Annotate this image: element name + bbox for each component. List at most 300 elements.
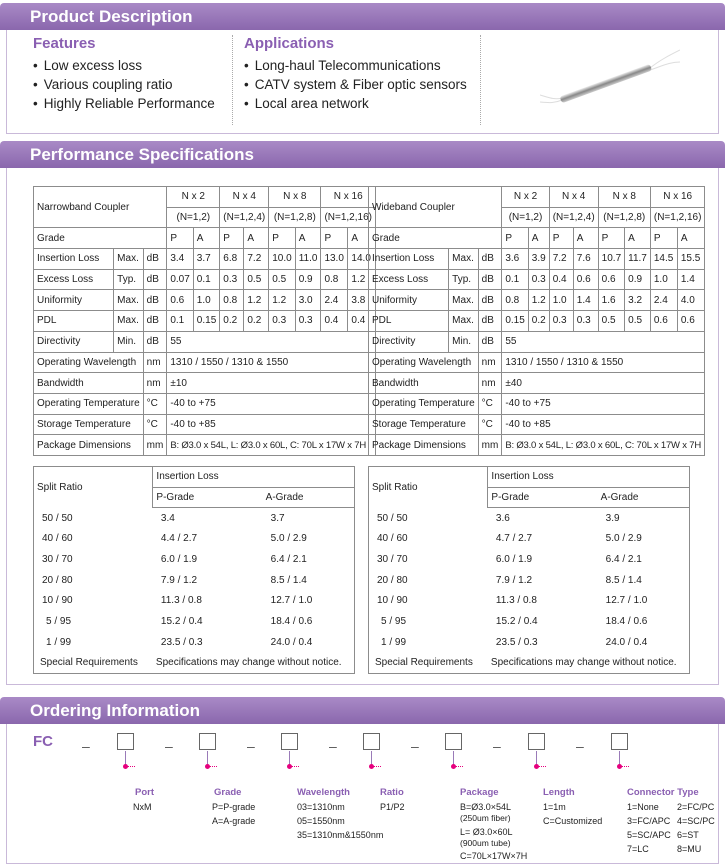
field-label-ratio: Ratio — [380, 787, 404, 798]
table-row — [369, 352, 705, 373]
value-cell: 0.2 — [220, 311, 244, 332]
value-cell: 0.4 — [321, 311, 348, 332]
value-cell: 0.3 — [269, 311, 295, 332]
table-row — [369, 653, 690, 674]
unit: dB — [478, 269, 502, 290]
table-row — [369, 249, 705, 270]
field-value: 1=None — [627, 802, 659, 812]
value-cell: 10.7 — [598, 249, 624, 270]
value-cell: 0.07 — [167, 269, 193, 290]
value-cell: 0.3 — [295, 311, 321, 332]
value-cell: 6.8 — [220, 249, 244, 270]
value-cell: -40 to +75 — [502, 393, 705, 414]
code-box-grade — [199, 733, 216, 750]
row-label: Uniformity — [369, 290, 449, 311]
value-cell: 0.4 — [348, 311, 376, 332]
value-cell: 2.4 — [321, 290, 348, 311]
ratio-cell: 5 / 95 — [381, 616, 407, 628]
divider — [480, 35, 481, 125]
ratio-cell: 1 / 99 — [381, 636, 407, 648]
value-cell: 1.0 — [650, 269, 677, 290]
narrowband-spec-table — [33, 186, 376, 456]
ordering-prefix: FC — [33, 733, 53, 750]
row-label: PDL — [34, 311, 114, 332]
row-label: Bandwidth — [34, 373, 144, 394]
field-label-length: Length — [543, 787, 575, 798]
application-item: • Long-haul Telecommunications — [244, 56, 467, 75]
special-requirements-value: Specifications may change without notice. — [155, 657, 342, 669]
table-row — [34, 570, 355, 591]
split-header: Split Ratio — [372, 481, 418, 493]
a-value: 18.4 / 0.6 — [270, 616, 313, 628]
value-cell: 1.0 — [193, 290, 219, 311]
row-label: Directivity — [369, 331, 449, 352]
value-cell: ±40 — [502, 373, 705, 394]
value-cell: 1310 / 1550 / 1310 & 1550 — [167, 352, 376, 373]
unit: dB — [143, 311, 167, 332]
field-value: 7=LC — [627, 844, 649, 854]
feature-item: • Highly Reliable Performance — [33, 94, 215, 113]
table-row — [369, 373, 705, 394]
p-value: 3.6 — [495, 512, 510, 524]
value-cell: 0.5 — [244, 269, 269, 290]
section-header-performance — [0, 141, 725, 168]
value-cell: 0.4 — [549, 269, 573, 290]
config-ports: (N=1,2,4) — [549, 207, 598, 228]
a-value: 18.4 / 0.6 — [605, 616, 648, 628]
value-cell: -40 to +75 — [167, 393, 376, 414]
value-cell: 11.7 — [625, 249, 651, 270]
grade-cell: A — [295, 228, 321, 249]
ratio-cell: 10 / 90 — [42, 595, 73, 607]
section-title: Performance Specifications — [30, 145, 254, 164]
row-label: Operating Temperature — [34, 393, 144, 414]
unit: nm — [478, 373, 502, 394]
features-title: Features — [33, 35, 96, 52]
field-label-package: Package — [460, 787, 499, 798]
grade-cell: P — [167, 228, 193, 249]
field-value: P1/P2 — [380, 802, 405, 812]
table-row — [34, 290, 376, 311]
table-row — [34, 228, 376, 249]
code-box-port — [117, 733, 134, 750]
value-cell: 0.1 — [167, 311, 193, 332]
config-ports: (N=1,2,8) — [598, 207, 650, 228]
table-row — [34, 591, 355, 612]
row-label: Uniformity — [34, 290, 114, 311]
p-grade-header: P-Grade — [153, 487, 263, 508]
special-requirements-value: Specifications may change without notice. — [490, 657, 677, 669]
value-cell: -40 to +85 — [167, 414, 376, 435]
row-label: Bandwidth — [369, 373, 479, 394]
field-value: C=Customized — [543, 816, 603, 826]
special-requirements-label: Special Requirements — [40, 657, 138, 669]
table-row — [369, 414, 705, 435]
features-list — [33, 56, 215, 113]
ratio-cell: 50 / 50 — [42, 512, 73, 524]
row-label: Storage Temperature — [34, 414, 144, 435]
value-cell: 7.2 — [549, 249, 573, 270]
table-row — [369, 611, 690, 632]
field-value: A=A-grade — [212, 816, 256, 826]
application-item: • Local area network — [244, 94, 467, 113]
table-row — [369, 228, 705, 249]
connector-line — [621, 766, 629, 767]
ratio-cell: 40 / 60 — [377, 533, 408, 545]
a-grade-header: A-Grade — [598, 487, 690, 508]
code-box-wavelength — [281, 733, 298, 750]
value-cell: 10.0 — [269, 249, 295, 270]
ratio-cell: 30 / 70 — [42, 554, 73, 566]
qualifier: Max. — [449, 290, 478, 311]
config-header: N x 4 — [220, 187, 269, 208]
field-value: 5=SC/APC — [627, 830, 671, 840]
row-label: Directivity — [34, 331, 114, 352]
unit: °C — [143, 393, 167, 414]
value-cell: 0.3 — [549, 311, 573, 332]
unit: dB — [478, 249, 502, 270]
table-row — [34, 331, 376, 352]
p-value: 6.0 / 1.9 — [160, 554, 198, 566]
code-box-connector — [611, 733, 628, 750]
section-header-ordering — [0, 697, 725, 724]
field-value: (250um fiber) — [460, 813, 511, 823]
value-cell: 1.6 — [598, 290, 624, 311]
a-value: 8.5 / 1.4 — [605, 574, 642, 586]
table-row — [369, 269, 705, 290]
table-row — [34, 632, 355, 653]
feature-item: • Low excess loss — [33, 56, 215, 75]
table-row — [34, 467, 355, 488]
table-row — [34, 508, 355, 529]
row-label: Operating Temperature — [369, 393, 479, 414]
value-cell: B: Ø3.0 x 54L, L: Ø3.0 x 60L, C: 70L x 17W x 7H — [167, 435, 376, 456]
config-header: N x 16 — [650, 187, 705, 208]
qualifier: Max. — [114, 311, 143, 332]
p-value: 11.3 / 0.8 — [495, 595, 537, 607]
table-row — [369, 591, 690, 612]
ratio-cell: 40 / 60 — [42, 533, 73, 545]
config-ports: (N=1,2) — [502, 207, 549, 228]
dash: – — [493, 738, 501, 754]
field-value: NxM — [133, 802, 152, 812]
table-row — [369, 290, 705, 311]
p-value: 15.2 / 0.4 — [495, 616, 538, 628]
table-row — [369, 508, 690, 529]
p-value: 23.5 / 0.3 — [495, 636, 538, 648]
value-cell: 0.3 — [528, 269, 549, 290]
p-value: 6.0 / 1.9 — [495, 554, 533, 566]
p-value: 7.9 / 1.2 — [160, 574, 198, 586]
value-cell: 0.1 — [502, 269, 528, 290]
value-cell: 0.9 — [625, 269, 651, 290]
ratio-cell: 50 / 50 — [377, 512, 408, 524]
table-row — [369, 570, 690, 591]
unit: dB — [478, 311, 502, 332]
ratio-cell: 20 / 80 — [377, 574, 408, 586]
a-value: 5.0 / 2.9 — [270, 533, 307, 545]
field-value: C=70L×17W×7H — [460, 851, 528, 861]
unit: nm — [478, 352, 502, 373]
value-cell: 0.2 — [244, 311, 269, 332]
grade-cell: P — [220, 228, 244, 249]
value-cell: 14.5 — [650, 249, 677, 270]
field-label-port: Port — [135, 787, 154, 798]
value-cell: 11.0 — [295, 249, 321, 270]
row-label: Operating Wavelength — [369, 352, 479, 373]
table-title: Wideband Coupler — [369, 187, 502, 228]
value-cell: 1.2 — [528, 290, 549, 311]
config-header: N x 2 — [502, 187, 549, 208]
row-label: Package Dimensions — [369, 435, 479, 456]
a-value: 24.0 / 0.4 — [270, 636, 313, 648]
table-row — [369, 393, 705, 414]
qualifier: Min. — [449, 331, 478, 352]
value-cell: 3.6 — [502, 249, 528, 270]
qualifier: Max. — [449, 311, 478, 332]
a-value: 3.7 — [270, 512, 285, 524]
config-header: N x 2 — [167, 187, 220, 208]
grade-cell: P — [650, 228, 677, 249]
row-label: PDL — [369, 311, 449, 332]
config-header: N x 8 — [269, 187, 321, 208]
config-ports: (N=1,2,8) — [269, 207, 321, 228]
application-item: • CATV system & Fiber optic sensors — [244, 75, 467, 94]
value-cell: 3.9 — [528, 249, 549, 270]
row-label: Package Dimensions — [34, 435, 144, 456]
row-label: Excess Loss — [34, 269, 114, 290]
unit: dB — [143, 269, 167, 290]
unit: °C — [478, 393, 502, 414]
value-cell: 0.2 — [528, 311, 549, 332]
value-cell: 0.8 — [220, 290, 244, 311]
wideband-split-table — [368, 466, 690, 674]
value-cell: 3.8 — [348, 290, 376, 311]
p-grade-header: P-Grade — [488, 487, 598, 508]
applications-title: Applications — [244, 35, 335, 52]
value-cell: 3.7 — [193, 249, 219, 270]
unit: mm — [143, 435, 167, 456]
config-header: N x 16 — [321, 187, 376, 208]
field-value: 2=FC/PC — [677, 802, 715, 812]
narrowband-split-table — [33, 466, 355, 674]
grade-cell: P — [549, 228, 573, 249]
a-value: 5.0 / 2.9 — [605, 533, 642, 545]
field-value: 1=1m — [543, 802, 566, 812]
special-requirements-label: Special Requirements — [375, 657, 473, 669]
a-value: 6.4 / 2.1 — [270, 554, 307, 566]
table-row — [34, 611, 355, 632]
applications-list — [244, 56, 467, 113]
a-value: 6.4 / 2.1 — [605, 554, 642, 566]
unit: nm — [143, 373, 167, 394]
unit: °C — [478, 414, 502, 435]
value-cell: 0.3 — [573, 311, 598, 332]
value-cell: 0.5 — [625, 311, 651, 332]
table-row — [369, 331, 705, 352]
config-ports: (N=1,2,16) — [321, 207, 376, 228]
coupler-product-image — [540, 40, 680, 120]
value-cell: 0.3 — [220, 269, 244, 290]
field-value: 4=SC/PC — [677, 816, 715, 826]
value-cell: 3.4 — [167, 249, 193, 270]
value-cell: 0.8 — [502, 290, 528, 311]
table-row — [34, 549, 355, 570]
grade-cell: P — [598, 228, 624, 249]
value-cell: 14.0 — [348, 249, 376, 270]
value-cell: 0.5 — [598, 311, 624, 332]
row-label: Insertion Loss — [369, 249, 449, 270]
ratio-cell: 5 / 95 — [46, 616, 72, 628]
table-row — [34, 352, 376, 373]
value-cell: 1.4 — [573, 290, 598, 311]
dash: – — [82, 738, 90, 754]
table-row — [34, 414, 376, 435]
p-value: 11.3 / 0.8 — [160, 595, 202, 607]
grade-cell: A — [625, 228, 651, 249]
insertion-loss-header: Insertion Loss — [488, 467, 690, 488]
table-row — [34, 373, 376, 394]
grade-cell: P — [269, 228, 295, 249]
feature-item: • Various coupling ratio — [33, 75, 215, 94]
grade-cell: A — [573, 228, 598, 249]
row-label: Operating Wavelength — [34, 352, 144, 373]
code-box-package — [445, 733, 462, 750]
ratio-cell: 30 / 70 — [377, 554, 408, 566]
value-cell: B: Ø3.0 x 54L, L: Ø3.0 x 60L, C: 70L x 17W x 7H — [502, 435, 705, 456]
table-row — [369, 435, 705, 456]
value-cell: 7.2 — [244, 249, 269, 270]
p-value: 4.7 / 2.7 — [495, 533, 533, 545]
dash: – — [329, 738, 337, 754]
table-row — [369, 632, 690, 653]
unit: dB — [143, 290, 167, 311]
p-value: 4.4 / 2.7 — [160, 533, 198, 545]
connector-line — [291, 766, 299, 767]
value-cell: 0.15 — [502, 311, 528, 332]
field-label-connector-type: Connector Type — [627, 787, 699, 798]
value-cell: 0.6 — [167, 290, 193, 311]
dash: – — [576, 738, 584, 754]
qualifier: Max. — [449, 249, 478, 270]
table-row — [34, 311, 376, 332]
connector-line — [373, 766, 381, 767]
table-title: Narrowband Coupler — [34, 187, 167, 228]
qualifier: Max. — [114, 290, 143, 311]
table-row — [369, 187, 705, 208]
p-value: 23.5 / 0.3 — [160, 636, 203, 648]
row-label: Excess Loss — [369, 269, 449, 290]
section-title: Ordering Information — [30, 701, 200, 720]
config-ports: (N=1,2) — [167, 207, 220, 228]
grade-cell: A — [348, 228, 376, 249]
value-cell: 0.9 — [295, 269, 321, 290]
value-cell: 1310 / 1550 / 1310 & 1550 — [502, 352, 705, 373]
a-value: 3.9 — [605, 512, 620, 524]
value-cell: 55 — [502, 331, 705, 352]
table-row — [369, 311, 705, 332]
p-value: 15.2 / 0.4 — [160, 616, 203, 628]
a-value: 8.5 / 1.4 — [270, 574, 307, 586]
value-cell: 0.5 — [269, 269, 295, 290]
connector-line — [538, 766, 546, 767]
config-ports: (N=1,2,16) — [650, 207, 705, 228]
table-row — [369, 467, 690, 488]
table-row — [34, 269, 376, 290]
field-value: 35=1310nm&1550nm — [297, 830, 384, 840]
split-header: Split Ratio — [37, 481, 83, 493]
table-row — [34, 249, 376, 270]
code-box-length — [528, 733, 545, 750]
ratio-cell: 20 / 80 — [42, 574, 73, 586]
grade-cell: P — [502, 228, 528, 249]
ratio-cell: 10 / 90 — [377, 595, 408, 607]
p-value: 3.4 — [160, 512, 175, 524]
connector-line — [455, 766, 463, 767]
value-cell: 0.1 — [193, 269, 219, 290]
a-value: 12.7 / 1.0 — [605, 595, 648, 607]
value-cell: 0.6 — [677, 311, 705, 332]
grade-cell: A — [193, 228, 219, 249]
table-row — [34, 187, 376, 208]
row-label: Grade — [34, 228, 167, 249]
unit: dB — [478, 331, 502, 352]
value-cell: 7.6 — [573, 249, 598, 270]
value-cell: 4.0 — [677, 290, 705, 311]
field-value: 6=ST — [677, 830, 699, 840]
a-grade-header: A-Grade — [263, 487, 355, 508]
value-cell: 13.0 — [321, 249, 348, 270]
field-value: (900um tube) — [460, 838, 511, 848]
unit: dB — [478, 290, 502, 311]
qualifier: Max. — [114, 249, 143, 270]
field-value: L= Ø3.0×60L — [460, 827, 513, 837]
value-cell: 0.8 — [321, 269, 348, 290]
code-box-ratio — [363, 733, 380, 750]
qualifier: Typ. — [114, 269, 143, 290]
field-value: 05=1550nm — [297, 816, 345, 826]
dash: – — [411, 738, 419, 754]
connector-line — [209, 766, 217, 767]
row-label: Grade — [369, 228, 502, 249]
unit: °C — [143, 414, 167, 435]
row-label: Insertion Loss — [34, 249, 114, 270]
grade-cell: A — [244, 228, 269, 249]
value-cell: 15.5 — [677, 249, 705, 270]
field-value: 3=FC/APC — [627, 816, 671, 826]
table-row — [34, 435, 376, 456]
config-header: N x 8 — [598, 187, 650, 208]
a-value: 12.7 / 1.0 — [270, 595, 313, 607]
field-value: B=Ø3.0×54L — [460, 802, 512, 812]
grade-cell: A — [528, 228, 549, 249]
field-label-wavelength: Wavelength — [297, 787, 350, 798]
unit: nm — [143, 352, 167, 373]
value-cell: 1.2 — [269, 290, 295, 311]
section-header-product-description — [0, 3, 725, 30]
value-cell: 55 — [167, 331, 376, 352]
unit: dB — [143, 331, 167, 352]
config-header: N x 4 — [549, 187, 598, 208]
section-title: Product Description — [30, 7, 193, 26]
value-cell: 3.2 — [625, 290, 651, 311]
field-value: P=P-grade — [212, 802, 256, 812]
value-cell: ±10 — [167, 373, 376, 394]
unit: mm — [478, 435, 502, 456]
insertion-loss-header: Insertion Loss — [153, 467, 355, 488]
table-row — [369, 529, 690, 550]
value-cell: 0.15 — [193, 311, 219, 332]
